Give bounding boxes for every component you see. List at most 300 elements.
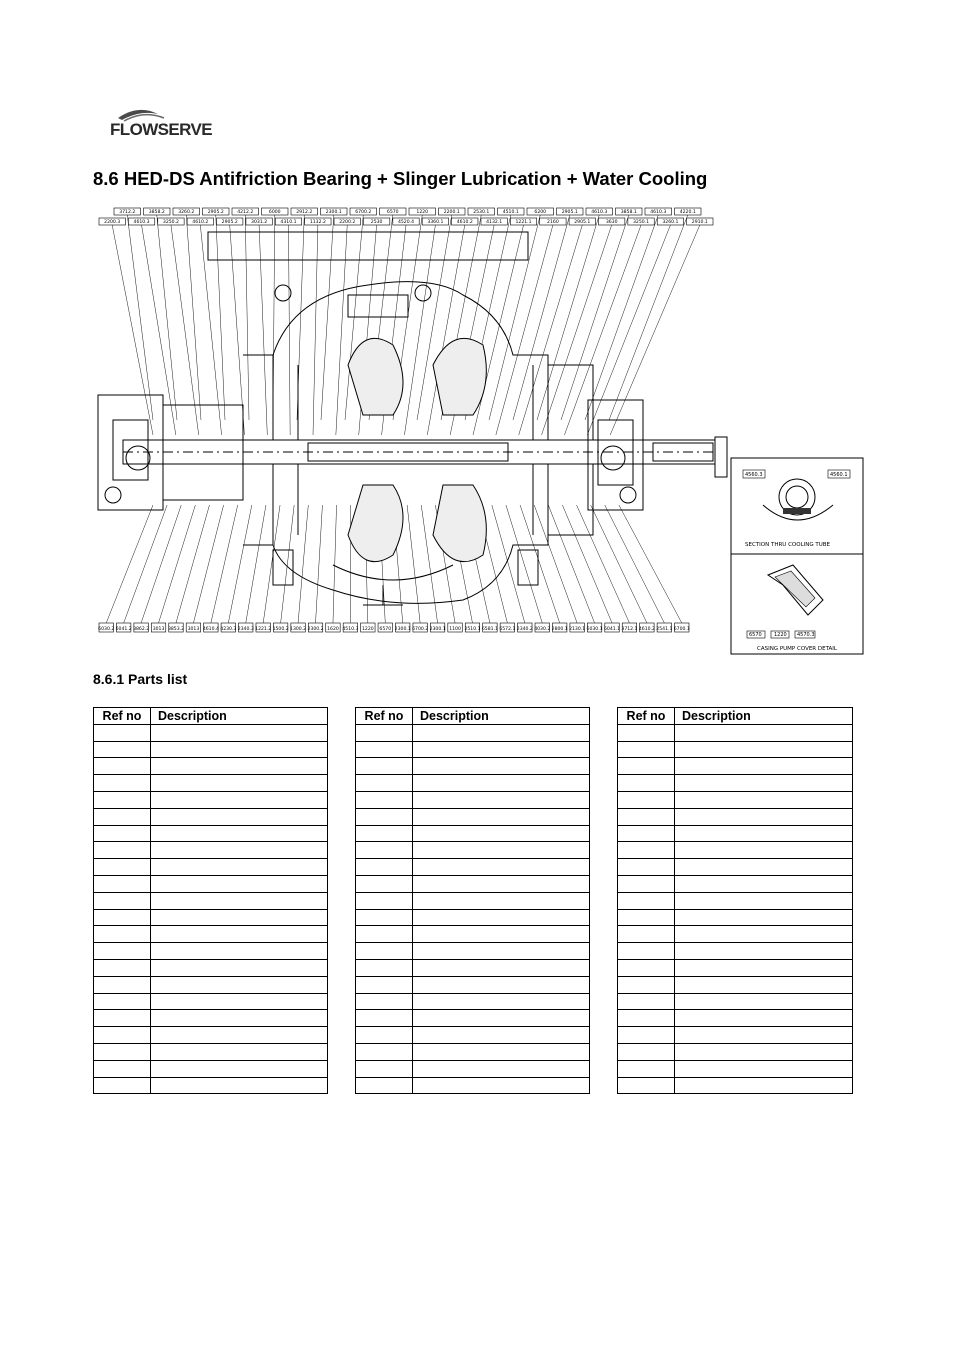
description-cell (413, 808, 590, 825)
top-callout-1-leader-19 (585, 215, 658, 420)
top-callout-2-leader-19 (564, 225, 641, 435)
ref-no-cell (356, 943, 413, 960)
description-cell (413, 859, 590, 876)
bottom-callout-5: 3853.2 (167, 627, 185, 633)
bottom-callout-leader-29 (548, 505, 594, 623)
bottom-callout-27: 2800.1 (551, 627, 568, 633)
leader-lines (106, 215, 700, 623)
top-callout-1-leader-1 (127, 215, 153, 420)
top-callout-1-leader-3 (186, 215, 201, 420)
table-row (94, 1060, 328, 1077)
table-row (94, 808, 328, 825)
bottom-callout-leader-34 (619, 505, 682, 623)
detail-top-label-1: 4560.3 (745, 472, 763, 478)
page-title: 8.6 HED-DS Antifriction Bearing + Slinger Lubrication + Water Cooling (93, 168, 708, 189)
table-row (618, 976, 853, 993)
table-row (618, 758, 853, 775)
table-header-row (94, 708, 328, 725)
description-cell (151, 808, 328, 825)
table-row (618, 859, 853, 876)
ref-no-cell (94, 959, 151, 976)
top-callout-1-leader-5 (245, 215, 249, 420)
top-callout-2-21: 2910.1 (691, 220, 708, 226)
table-row (94, 909, 328, 926)
bottom-callout-3: 3862.2 (133, 627, 150, 633)
top-callout-2-2: 4610.3 (133, 220, 150, 226)
detail-bottom-label-2: 1220 (774, 632, 787, 638)
bottom-callout-7: 4610.4 (202, 627, 219, 633)
top-callout-row-1 (114, 208, 701, 215)
ref-no-cell (356, 724, 413, 741)
ref-no-header: Ref no (94, 708, 151, 725)
table-row (618, 825, 853, 842)
bottom-callout-leader-28 (534, 505, 577, 623)
top-callout-1-5: 4212.2 (237, 210, 254, 216)
description-cell (675, 1060, 853, 1077)
top-callout-1-leader-20 (609, 215, 688, 420)
bottom-callout-8: 4230.3 (220, 627, 237, 633)
description-cell (675, 959, 853, 976)
table-row (618, 808, 853, 825)
description-cell (675, 1010, 853, 1027)
bottom-callout-21: 1100 (449, 627, 461, 633)
table-row (94, 825, 328, 842)
bottom-callout-22: 2510.1 (464, 627, 481, 633)
bottom-callout-9: 2340.3 (237, 627, 254, 633)
ref-no-cell (356, 1010, 413, 1027)
bottom-callout-leader-1 (106, 505, 153, 623)
bottom-callout-leader-9 (246, 505, 266, 623)
bottom-callout-leader-31 (577, 505, 630, 623)
bottom-callout-leader-4 (159, 505, 196, 623)
top-callout-2-leader-16 (496, 225, 553, 435)
table-row (618, 926, 853, 943)
bottom-callout-14: 1620 (327, 627, 339, 633)
table-row (356, 859, 590, 876)
top-callout-1-leader-18 (561, 215, 629, 420)
ref-no-cell (618, 1077, 675, 1094)
description-cell (151, 1027, 328, 1044)
table-row (356, 892, 590, 909)
description-cell (151, 758, 328, 775)
ref-no-cell (618, 1027, 675, 1044)
top-callout-2-5: 2905.2 (221, 220, 238, 226)
description-cell (675, 892, 853, 909)
table-row (356, 741, 590, 758)
bottom-callout-row (98, 623, 690, 632)
ref-no-cell (618, 892, 675, 909)
table-row (356, 1010, 590, 1027)
ref-no-cell (618, 724, 675, 741)
bottom-callout-24: 6572.1 (499, 627, 516, 633)
description-cell (413, 976, 590, 993)
ref-no-cell (94, 976, 151, 993)
top-callout-2-19: 3250.1 (633, 220, 650, 226)
table-row (94, 993, 328, 1010)
ref-no-cell (356, 1077, 413, 1094)
ref-no-cell (618, 741, 675, 758)
top-callout-2-leader-9 (336, 225, 347, 435)
ref-no-cell (94, 875, 151, 892)
ref-no-cell (356, 791, 413, 808)
description-cell (413, 791, 590, 808)
bottom-callout-leader-14 (333, 505, 337, 623)
ref-no-cell (94, 1077, 151, 1094)
top-callout-1-6: 6000 (268, 210, 281, 216)
top-callout-2-14: 4132.1 (486, 220, 503, 226)
top-callout-1-1: 3712.2 (119, 210, 136, 216)
top-callout-2-13: 4610.2 (456, 220, 473, 226)
top-callout-2-15: 1221.1 (515, 220, 532, 226)
table-row (618, 1027, 853, 1044)
description-cell (675, 943, 853, 960)
bottom-callout-leader-5 (176, 505, 209, 623)
top-callout-2-leader-5 (230, 225, 245, 435)
description-cell (413, 875, 590, 892)
table-row (618, 741, 853, 758)
table-header-row (618, 708, 853, 725)
bottom-callout-26: 4030.2 (534, 627, 551, 633)
description-cell (413, 1043, 590, 1060)
top-callout-1-13: 2530.1 (473, 210, 490, 216)
description-header: Description (675, 708, 853, 725)
ref-no-cell (618, 926, 675, 943)
bottom-callout-1: 6030.2 (98, 627, 115, 633)
table-row (618, 842, 853, 859)
detail-section-cooling-tube (731, 458, 863, 554)
ref-no-cell (94, 1027, 151, 1044)
description-cell (675, 1077, 853, 1094)
description-cell (151, 909, 328, 926)
top-callout-1-10: 6570 (386, 210, 399, 216)
top-callout-2-11: 4520.4 (397, 220, 415, 226)
table-row (94, 775, 328, 792)
bottom-callout-leader-13 (316, 505, 323, 623)
top-callout-1-16: 2905.1 (561, 210, 578, 216)
bottom-callout-leader-27 (520, 505, 560, 623)
table-row (356, 875, 590, 892)
ref-no-cell (94, 993, 151, 1010)
top-callout-1-4: 2905.2 (207, 210, 224, 216)
ref-no-cell (94, 909, 151, 926)
bottom-callout-13: 2300.2 (307, 627, 324, 633)
bottom-callout-6: 3013 (187, 627, 200, 633)
description-cell (413, 1077, 590, 1094)
top-callout-1-3: 3260.2 (178, 210, 195, 216)
description-cell (151, 724, 328, 741)
bottom-callout-15: 4510.3 (342, 627, 359, 633)
ref-no-cell (618, 959, 675, 976)
ref-no-cell (618, 825, 675, 842)
ref-no-cell (94, 892, 151, 909)
bottom-callout-leader-12 (298, 505, 308, 623)
top-callout-2-6: 3031.2 (251, 220, 268, 226)
table-row (94, 741, 328, 758)
table-row (618, 791, 853, 808)
ref-no-cell (356, 775, 413, 792)
bottom-callout-16: 1220 (361, 627, 374, 633)
bottom-callout-19: 6700.2 (412, 627, 429, 633)
ref-no-cell (94, 808, 151, 825)
top-callout-2-20: 3260.1 (662, 220, 679, 226)
ref-no-cell (356, 976, 413, 993)
table-row (618, 993, 853, 1010)
top-callout-2-18: 3630 (605, 220, 618, 226)
description-cell (413, 1027, 590, 1044)
description-cell (413, 892, 590, 909)
table-row (94, 842, 328, 859)
description-cell (151, 859, 328, 876)
bottom-callout-29: 6030.1 (586, 627, 603, 633)
top-callout-2-12: 3360.1 (427, 220, 444, 226)
top-callout-1-9: 6700.2 (355, 210, 372, 216)
ref-no-cell (94, 1010, 151, 1027)
top-callout-2-leader-6 (259, 225, 267, 435)
table-header-row (356, 708, 590, 725)
ref-no-cell (356, 993, 413, 1010)
table-row (618, 959, 853, 976)
description-cell (413, 724, 590, 741)
ref-no-cell (618, 842, 675, 859)
ref-no-cell (356, 1060, 413, 1077)
table-row (618, 724, 853, 741)
detail-top-label-2: 4560.1 (830, 472, 848, 478)
ref-no-cell (618, 1060, 675, 1077)
bottom-callout-30: 6041.1 (603, 627, 621, 633)
table-row (94, 1043, 328, 1060)
bottom-callout-18: 2300.1 (394, 627, 411, 633)
bottom-callout-leader-10 (263, 505, 280, 623)
bottom-callout-leader-8 (228, 505, 252, 623)
top-callout-1-leader-8 (321, 215, 334, 420)
ref-no-cell (356, 1027, 413, 1044)
description-header: Description (151, 708, 328, 725)
description-cell (413, 993, 590, 1010)
bottom-callout-leader-6 (193, 505, 223, 623)
top-callout-2-leader-18 (542, 225, 612, 435)
detail-bottom-label-3: 4570.3 (797, 632, 815, 638)
description-cell (151, 825, 328, 842)
top-callout-1-15: 6200 (534, 210, 547, 216)
table-row (356, 1027, 590, 1044)
top-callout-1-14: 4510.1 (502, 210, 519, 216)
top-callout-2-4: 4610.2 (192, 220, 209, 226)
ref-no-cell (356, 892, 413, 909)
top-callout-2-9: 2200.2 (339, 220, 356, 226)
table-row (356, 758, 590, 775)
ref-no-cell (356, 909, 413, 926)
description-cell (675, 926, 853, 943)
description-cell (675, 825, 853, 842)
table-row (94, 1027, 328, 1044)
description-cell (675, 875, 853, 892)
table-row (618, 909, 853, 926)
ref-no-cell (618, 791, 675, 808)
ref-no-cell (618, 859, 675, 876)
table-row (94, 791, 328, 808)
description-cell (675, 775, 853, 792)
table-row (94, 892, 328, 909)
description-cell (413, 943, 590, 960)
description-cell (151, 741, 328, 758)
top-callout-1-leader-17 (537, 215, 599, 420)
parts-list-heading: 8.6.1 Parts list (93, 671, 188, 687)
table-row (356, 808, 590, 825)
description-cell (151, 943, 328, 960)
table-row (94, 1010, 328, 1027)
description-cell (151, 926, 328, 943)
table-row (356, 976, 590, 993)
bottom-callout-leader-26 (506, 505, 542, 623)
top-callout-1-2: 3858.2 (148, 210, 165, 216)
description-cell (675, 808, 853, 825)
table-row (356, 825, 590, 842)
top-callout-1-8: 2300.1 (325, 210, 342, 216)
description-cell (413, 758, 590, 775)
top-callout-1-17: 4610.3 (591, 210, 608, 216)
table-row (618, 943, 853, 960)
description-header: Description (413, 708, 590, 725)
ref-no-cell (618, 775, 675, 792)
flowserve-logo (110, 104, 220, 150)
ref-no-cell (618, 1010, 675, 1027)
bottom-callout-23: 6581.1 (481, 627, 498, 633)
table-row (356, 959, 590, 976)
bottom-callout-leader-33 (605, 505, 665, 623)
top-callout-2-leader-7 (288, 225, 290, 435)
table-row (356, 775, 590, 792)
top-callout-1-18: 3858.1 (620, 210, 637, 216)
ref-no-cell (356, 926, 413, 943)
ref-no-cell (356, 758, 413, 775)
pump-cross-section-drawing (93, 205, 865, 655)
ref-no-cell (356, 741, 413, 758)
top-callout-2-leader-15 (473, 225, 524, 435)
bottom-callout-leader-30 (562, 505, 612, 623)
table-row (356, 1060, 590, 1077)
description-cell (675, 909, 853, 926)
table-row (618, 1043, 853, 1060)
bottom-callout-leader-11 (281, 505, 295, 623)
description-cell (413, 959, 590, 976)
ref-no-cell (94, 741, 151, 758)
top-callout-2-leader-20 (587, 225, 670, 435)
description-cell (675, 842, 853, 859)
bottom-callout-25: 2340.2 (516, 627, 533, 633)
table-row (94, 724, 328, 741)
table-row (618, 1010, 853, 1027)
ref-no-cell (356, 842, 413, 859)
description-cell (413, 909, 590, 926)
table-row (618, 1060, 853, 1077)
ref-no-cell (94, 859, 151, 876)
ref-no-header: Ref no (618, 708, 675, 725)
table-row (356, 1043, 590, 1060)
description-cell (675, 791, 853, 808)
table-row (356, 791, 590, 808)
ref-no-cell (94, 724, 151, 741)
description-cell (151, 993, 328, 1010)
bottom-callout-leader-3 (141, 505, 181, 623)
top-callout-1-20: 4220.1 (679, 210, 696, 216)
description-cell (413, 825, 590, 842)
ref-no-cell (94, 758, 151, 775)
bottom-callout-leader-7 (211, 505, 238, 623)
description-cell (151, 791, 328, 808)
bottom-callout-4: 3013 (152, 627, 165, 633)
bottom-callout-leader-32 (591, 505, 647, 623)
logo-text: FLOWSERVE (110, 120, 212, 139)
ref-no-cell (618, 758, 675, 775)
ref-no-cell (94, 1043, 151, 1060)
bottom-callout-34: 6700.1 (673, 627, 690, 633)
ref-no-cell (618, 943, 675, 960)
top-callout-2-10: 2530 (370, 220, 383, 226)
description-cell (675, 724, 853, 741)
ref-no-cell (356, 808, 413, 825)
ref-no-cell (618, 909, 675, 926)
ref-no-cell (618, 875, 675, 892)
description-cell (413, 775, 590, 792)
description-cell (413, 1060, 590, 1077)
description-cell (151, 959, 328, 976)
description-cell (151, 976, 328, 993)
description-cell (151, 775, 328, 792)
table-row (618, 875, 853, 892)
ref-no-cell (356, 1043, 413, 1060)
description-cell (151, 842, 328, 859)
ref-no-cell (356, 825, 413, 842)
table-row (94, 875, 328, 892)
ref-no-header: Ref no (356, 708, 413, 725)
bottom-callout-12: 1300.2 (290, 627, 307, 633)
ref-no-cell (356, 959, 413, 976)
description-cell (675, 993, 853, 1010)
description-cell (675, 1027, 853, 1044)
top-callout-row-2 (99, 218, 713, 225)
table-row (356, 943, 590, 960)
table-row (94, 758, 328, 775)
description-cell (413, 926, 590, 943)
ref-no-cell (618, 993, 675, 1010)
top-callout-2-leader-4 (200, 225, 221, 435)
table-row (618, 775, 853, 792)
bottom-callout-28: 2130.1 (569, 627, 586, 633)
parts-table-2 (355, 707, 590, 1094)
description-cell (151, 1077, 328, 1094)
table-row (356, 1077, 590, 1094)
ref-no-cell (94, 1060, 151, 1077)
ref-no-cell (618, 808, 675, 825)
top-callout-1-19: 4610.3 (650, 210, 667, 216)
description-cell (151, 1010, 328, 1027)
description-cell (675, 1043, 853, 1060)
ref-no-cell (94, 926, 151, 943)
detail-top-caption: SECTION THRU COOLING TUBE (745, 542, 831, 548)
ref-no-cell (94, 791, 151, 808)
top-callout-1-11: 1220 (416, 210, 429, 216)
top-callout-2-8: 1132.2 (309, 220, 326, 226)
ref-no-cell (356, 859, 413, 876)
pump-body (98, 232, 727, 605)
top-callout-2-leader-21 (610, 225, 700, 435)
bottom-callout-2: 6041.2 (115, 627, 132, 633)
top-callout-1-7: 2912.2 (296, 210, 313, 216)
bottom-callout-20: 2300.1 (429, 627, 446, 633)
detail-bottom-label-1: 6570 (749, 632, 762, 638)
detail-bottom-caption: CASING PUMP COVER DETAIL (757, 646, 837, 652)
table-row (94, 859, 328, 876)
